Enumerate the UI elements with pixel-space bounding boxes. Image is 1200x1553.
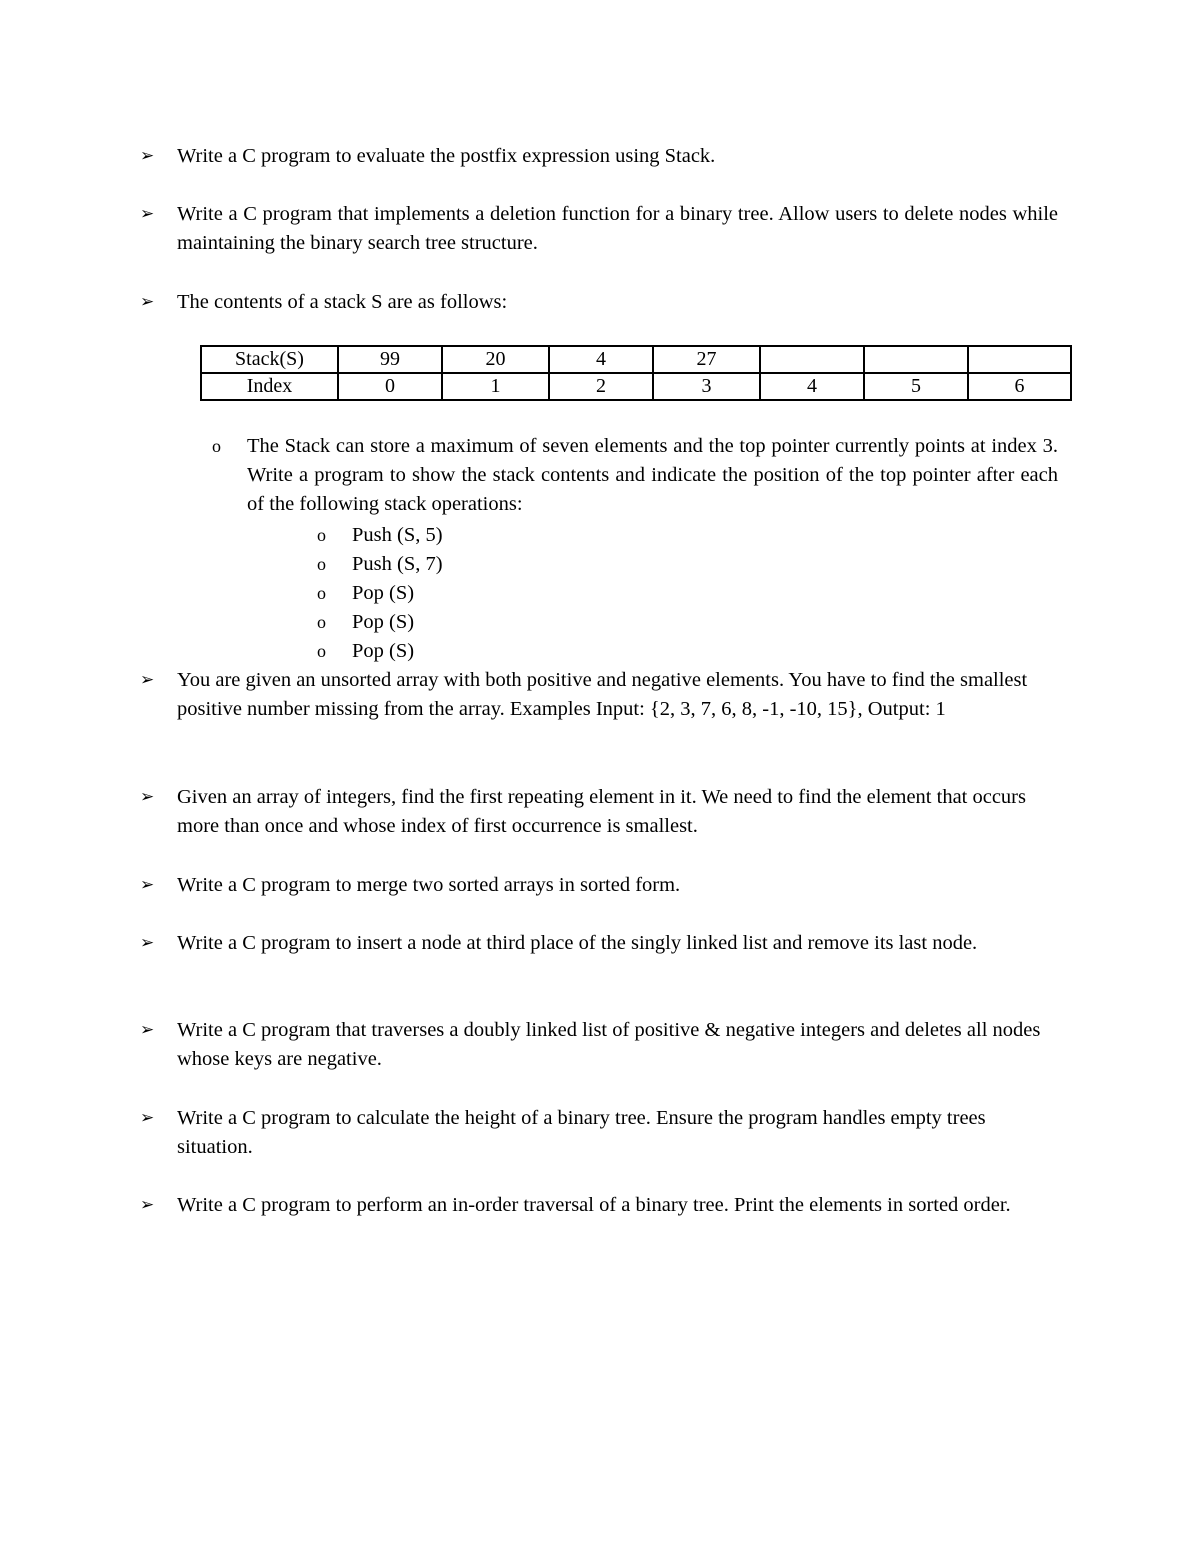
question-text: Write a C program that implements a deletion function for a binary tree. Allow users to delete nodes while maintaining the binary search tree structure. (177, 203, 1058, 254)
circle-bullet-icon: o (317, 554, 326, 574)
question-1 (140, 142, 1058, 171)
operation-item (317, 579, 443, 608)
question-text: Write a C program to calculate the height of a binary tree. Ensure the program handles empty trees situation. (177, 1107, 986, 1158)
question-9 (140, 1104, 1058, 1162)
operation-text: Push (S, 7) (352, 553, 443, 575)
index-cell: 2 (549, 373, 653, 400)
operation-text: Pop (S) (352, 640, 415, 662)
operation-text: Push (S, 5) (352, 524, 443, 546)
stack-cell (968, 346, 1071, 373)
index-cell: 4 (760, 373, 864, 400)
operations-list (317, 521, 443, 666)
question-text: Write a C program to insert a node at third place of the singly linked list and remove its last node. (177, 932, 978, 954)
question-2 (140, 200, 1058, 258)
index-row (201, 373, 1071, 400)
stack-table (200, 345, 1072, 401)
question-10 (140, 1191, 1058, 1220)
stack-note-text: The Stack can store a maximum of seven elements and the top pointer currently points at index 3. Write a program to show the stack contents and indicate the position of the top pointer after each of the following stack operations: (247, 435, 1058, 515)
question-text: Write a C program to merge two sorted arrays in sorted form. (177, 874, 681, 896)
index-cell: 6 (968, 373, 1071, 400)
question-8 (140, 1016, 1058, 1074)
question-text: You are given an unsorted array with both positive and negative elements. You have to find the smallest positive number missing from the array. Examples Input: {2, 3, 7, 6, 8, -1, -10, 15}, Output: 1 (177, 669, 1028, 720)
arrow-bullet-icon: ➢ (140, 875, 155, 895)
stack-cell: 4 (549, 346, 653, 373)
stack-cell: 27 (653, 346, 760, 373)
operation-item (317, 637, 443, 666)
question-3 (140, 288, 1058, 317)
question-text: Write a C program that traverses a doubly linked list of positive & negative integers and deletes all nodes whose keys are negative. (177, 1019, 1041, 1070)
index-row-label: Index (201, 373, 338, 400)
operation-item (317, 608, 443, 637)
arrow-bullet-icon: ➢ (140, 670, 155, 690)
index-cell: 5 (864, 373, 968, 400)
stack-cell: 99 (338, 346, 442, 373)
arrow-bullet-icon: ➢ (140, 933, 155, 953)
operation-text: Pop (S) (352, 611, 415, 633)
arrow-bullet-icon: ➢ (140, 1195, 155, 1215)
question-7 (140, 929, 1058, 958)
question-text: The contents of a stack S are as follows: (177, 291, 508, 313)
operation-text: Pop (S) (352, 582, 415, 604)
operation-item (317, 521, 443, 550)
index-cell: 3 (653, 373, 760, 400)
stack-note (212, 432, 1058, 519)
stack-cell (760, 346, 864, 373)
arrow-bullet-icon: ➢ (140, 1108, 155, 1128)
question-5 (140, 783, 1058, 841)
question-text: Write a C program to perform an in-order traversal of a binary tree. Print the elements in sorted order. (177, 1194, 1011, 1216)
stack-row-label: Stack(S) (201, 346, 338, 373)
arrow-bullet-icon: ➢ (140, 787, 155, 807)
circle-bullet-icon: o (317, 583, 326, 603)
circle-bullet-icon: o (317, 612, 326, 632)
arrow-bullet-icon: ➢ (140, 292, 155, 312)
stack-cell: 20 (442, 346, 549, 373)
index-cell: 0 (338, 373, 442, 400)
arrow-bullet-icon: ➢ (140, 146, 155, 166)
arrow-bullet-icon: ➢ (140, 1020, 155, 1040)
index-cell: 1 (442, 373, 549, 400)
stack-cell (864, 346, 968, 373)
question-text: Write a C program to evaluate the postfix expression using Stack. (177, 145, 716, 167)
question-4 (140, 666, 1058, 724)
circle-bullet-icon: o (317, 525, 326, 545)
arrow-bullet-icon: ➢ (140, 204, 155, 224)
circle-bullet-icon: o (317, 641, 326, 661)
operation-item (317, 550, 443, 579)
stack-row (201, 346, 1071, 373)
circle-bullet-icon: o (212, 436, 221, 456)
question-text: Given an array of integers, find the first repeating element in it. We need to find the element that occurs more than once and whose index of first occurrence is smallest. (177, 786, 1026, 837)
question-6 (140, 871, 1058, 900)
